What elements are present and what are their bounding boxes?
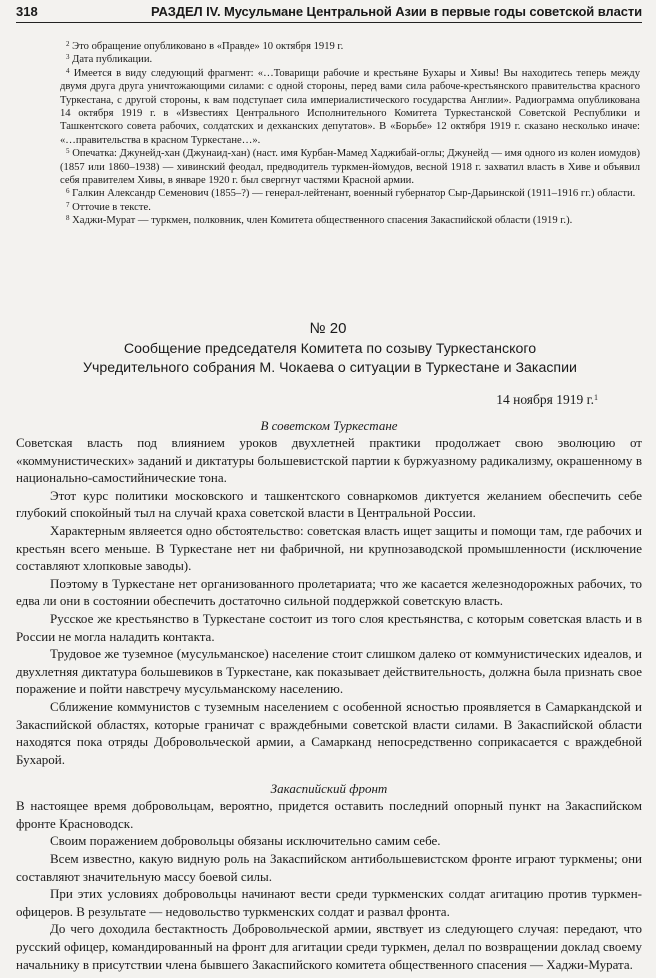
- section-heading: В советском Туркестане: [260, 418, 398, 433]
- footnote: [60, 187, 640, 200]
- paragraph: Поэтому в Туркестане нет организованного пролетариата; что же касается железнодорожных рабочих, то едва ли они в состоянии обеспечить достаточно сильной поддержкой советскую власть.: [16, 575, 642, 609]
- document-number: № 20: [309, 320, 347, 337]
- footnote-text: Дата публикации.: [72, 54, 153, 66]
- page-number: 318: [16, 4, 38, 19]
- running-header: [16, 0, 642, 23]
- footnote: [60, 147, 640, 187]
- footnote-number: 7: [66, 200, 70, 209]
- date-footnote-ref: 1: [594, 393, 598, 402]
- footnote-text: Опечатка: Джунейд-хан (Джунаид-хан) (наст. имя Курбан-Мамед Хаджибай-оглы; Джунейд — имя одного из колен иомудов) (1857 или 1860–1938) — хивинский феодал, предводитель туркмен-йомудов, весной 1918 г. захватил власть в Хиве и объявил себя правителем Хивы, в январе 1920 г. был свергнут частями Красной армии.: [60, 148, 640, 187]
- paragraph: Трудовое же туземное (мусульманское) население стоит слишком далеко от коммунистических идеалов, и двухлетняя диктатура большевиков в Туркестане, как показывает действительность, должна была признать свое поражение и пойти навстречу мусульманскому населению.: [16, 646, 642, 697]
- footnote-number: 3: [66, 53, 70, 62]
- footnote: [60, 201, 640, 214]
- footnote: [60, 214, 640, 227]
- paragraph: При этих условиях добровольцы начинают вести среди туркменских солдат агитацию против туркмен-офицеров. В результате — недовольство туркменских солдат и развал фронта.: [16, 886, 642, 919]
- document-date: [496, 392, 598, 408]
- footnote-text: Имеется в виду следующий фрагмент: «…Товарищи рабочие и крестьяне Бухары и Хивы! Вы находитесь теперь между двумя друга друга уничтожающими силами: с одной стороны, перед вами сила рабоче-крестьянского правительства красного Туркестана, с другой стороны, к вам подступает сила империалистического государства Англии». Радиограмма опубликована 14 октября 1919 г. в «Известиях Центрального Исполнительного Комитета Туркестанской Советской Республики и Ташкентского совета рабочих, солдатских и дехканских депутатов». В «Борьбе» 12 октября 1919 г. сказано несколько иначе: «…правительства в красном Туркестане…».: [60, 67, 640, 146]
- paragraph: Всем известно, какую видную роль на Закаспийском антибольшевистском фронте играют туркмены; они составляют значительную массу боевой силы.: [16, 851, 642, 884]
- paragraph: Этот курс политики московского и ташкентского совнаркомов диктуется желанием обеспечить себе глубокий спокойный тыл на случай краха советской власти в Центральной России.: [16, 487, 642, 521]
- footnote-text: Хаджи-Мурат — туркмен, полковник, член Комитета общественного спасения Закаспийской области (1919 г.).: [72, 215, 573, 227]
- footnote-text: Галкин Александр Семенович (1855–?) — генерал-лейтенант, военный губернатор Сыр-Дарьинской (1911–1916 гг.) области.: [72, 188, 636, 200]
- document-title: Сообщение председателя Комитета по созыву Туркестанского Учредительного собрания М. Чокаева о ситуации в Туркестане и Закаспии: [83, 341, 577, 376]
- document-body: [16, 415, 642, 973]
- footnote: [60, 67, 640, 147]
- paragraph: До чего доходила бестактность Добровольческой армии, явствует из следующего случая: передают, что русский офицер, командированный на фронт для агитации среди туркмен, делал по возвращении доклад своему начальнику в присутствии члена бывшего Закаспийского комитета общественного спасения — Хаджи-Мурата.: [16, 921, 642, 972]
- footnote-number: 5: [66, 147, 70, 156]
- footnote: [60, 53, 640, 66]
- paragraph: В настоящее время добровольцам, вероятно, придется оставить последний опорный пункт на Закаспийском фронте Красноводск.: [16, 798, 642, 831]
- paragraph: Своим поражением добровольцы обязаны исключительно самим себе.: [50, 833, 441, 849]
- section-heading: Закаспийский фронт: [270, 781, 388, 797]
- footnote: [60, 40, 640, 53]
- footnotes: [60, 40, 640, 228]
- footnote-number: 4: [66, 66, 70, 75]
- footnote-text: Это обращение опубликовано в «Правде» 10 октября 1919 г.: [72, 41, 344, 52]
- paragraph: Характерным являеется одно обстоятельство: советская власть ищет защиты и помощи там, где рабочих и крестьян всего меньше. В Туркестане нет ни фабричной, ни крупнозаводской промышленности (исключение составляют хлопковые заводы).: [16, 522, 642, 574]
- paragraph: Сближение коммунистов с туземным населением с особенной ясностью проявляется в Самаркандской и Закаспийской областях, которые граничат с враждебными советской власти силами. В Закаспийской области находятся пока отряды Добровольческой армии, а Самарканд непосредственно соприкасается с враждебной Бухарой.: [16, 698, 642, 767]
- footnote-text: Отточие в тексте.: [72, 201, 151, 213]
- paragraph: Русское же крестьянство в Туркестане состоит из того слоя крестьянства, с которым советская власть и в России не могла наладить контакта.: [16, 610, 642, 644]
- footnote-number: 8: [66, 214, 70, 223]
- footnote-number: 6: [66, 187, 70, 196]
- date-text: 14 ноября 1919 г.: [496, 392, 594, 407]
- footnote-number: 2: [66, 40, 70, 48]
- paragraph: Советская власть под влиянием уроков двухлетней практики продолжает свою эволюцию от «коммунистических» заданий и диктатуры большевистской партии к буржуазному радикализму, окрашенному в национально-самостийнические тона.: [16, 435, 642, 486]
- running-title: РАЗДЕЛ IV. Мусульмане Центральной Азии в первые годы советской власти: [151, 4, 642, 19]
